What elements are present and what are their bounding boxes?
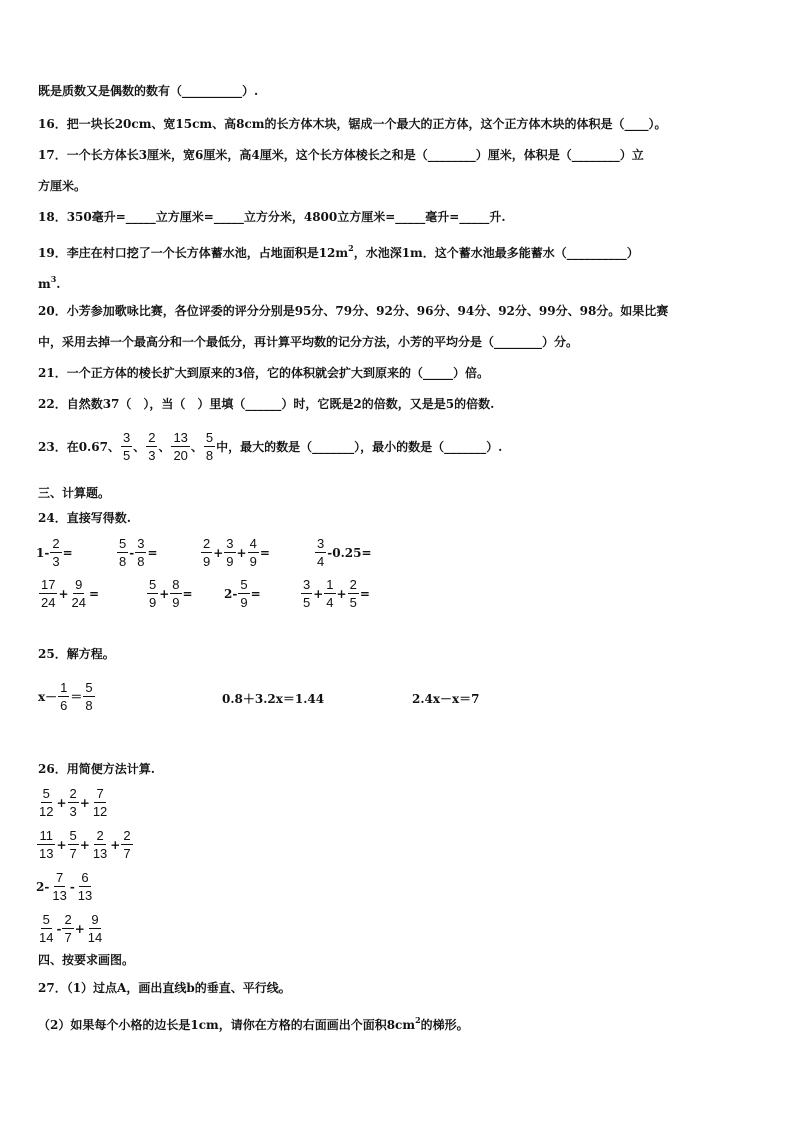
fraction: [248, 536, 259, 569]
operator: +: [159, 586, 170, 601]
operator: -: [129, 545, 135, 560]
fraction: [121, 828, 132, 861]
question-19-line-2: [38, 270, 764, 293]
q23-fraction-4: [204, 430, 215, 463]
denominator: 20: [173, 448, 188, 463]
denominator: 13: [92, 846, 108, 861]
expr-text: =: [147, 545, 158, 560]
operator: +: [110, 837, 121, 852]
operator: -: [69, 879, 75, 894]
numerator: 3: [317, 536, 325, 551]
numerator: 9: [91, 912, 99, 927]
fraction: [201, 536, 212, 569]
q23-sep: 、: [158, 440, 171, 454]
q27-line1: 27．（1）过点A，画出直线b的垂直、平行线。: [38, 981, 291, 995]
fraction: [170, 577, 181, 610]
q17-line1: 17．一个长方体长3厘米，宽6厘米，高4厘米，这个长方体棱长之和是（________）厘米，体积是（________）立: [38, 148, 644, 162]
question-19-line-1: [38, 239, 764, 262]
denominator: 9: [149, 595, 157, 610]
fraction: [37, 828, 55, 861]
denominator: 9: [172, 595, 180, 610]
numerator: 2: [148, 430, 156, 445]
q16-text: 16．把一块长20cm、宽15cm、高8cm的长方体木块，锯成一个最大的正方体，这个正方体木块的体积是（____）。: [38, 117, 667, 131]
section-4-heading: [38, 951, 764, 969]
q23-prefix: 23．在0.67、: [38, 440, 120, 454]
q24-expr-r2c1: [38, 577, 99, 610]
operator: +: [56, 837, 67, 852]
q26-expr-1: [36, 786, 110, 819]
q24-expr-r1c1: [36, 536, 73, 569]
fraction: [50, 870, 68, 903]
fraction: [238, 577, 249, 610]
fraction: [348, 577, 359, 610]
fraction: [68, 786, 79, 819]
numerator: 2: [349, 577, 357, 592]
numerator: 2: [52, 536, 60, 551]
q19-sup-2: 2: [348, 243, 354, 253]
operator: +: [213, 545, 224, 560]
numerator: 13: [173, 430, 188, 445]
q25-equation-3: [412, 690, 480, 707]
question-20-line-1: [38, 302, 764, 320]
q25-title: 25．解方程。: [38, 647, 115, 661]
section-4-text: 四、按要求画图。: [38, 953, 135, 967]
question-22: [38, 395, 764, 413]
question-27-line-1: [38, 979, 764, 997]
q20-line1: 20．小芳参加歌咏比赛，各位评委的评分分别是95分、79分、92分、96分、94分、92分、99分、98分。如果比赛: [38, 304, 669, 318]
fraction: [117, 536, 128, 569]
question-17-line-1: [38, 146, 764, 164]
numerator: 3: [122, 430, 131, 445]
fraction: [37, 786, 55, 819]
denominator: 4: [317, 554, 325, 569]
expr-text: -0.25=: [327, 545, 372, 560]
denominator: 8: [137, 554, 145, 569]
denominator: 13: [77, 888, 93, 903]
expr-text: =: [359, 586, 370, 601]
denominator: 5: [303, 595, 311, 610]
q15-tail: [38, 82, 764, 100]
operator: +: [336, 586, 347, 601]
operator: +: [79, 795, 90, 810]
numerator: 2: [96, 828, 104, 843]
denominator: 14: [87, 930, 103, 945]
fraction: [50, 536, 61, 569]
q24-expr-r2c3: [224, 577, 261, 610]
q26-expr-3: [36, 870, 95, 903]
denominator: 8: [205, 448, 214, 463]
q22-text: 22．自然数37（ ），当（ ）里填（______）时，它既是2的倍数，又是是5的倍数.: [38, 397, 495, 411]
denominator: 13: [39, 846, 54, 861]
denominator: 9: [240, 595, 248, 610]
fraction: [39, 577, 57, 610]
equation-text: 0.8＋3.2x＝1.44: [222, 692, 325, 706]
q19-line1b: ，水池深1m．这个蓄水池最多能蓄水（__________）: [353, 246, 639, 260]
numerator: 5: [205, 430, 214, 445]
operator: +: [74, 921, 85, 936]
q26-title: 26．用简便方法计算.: [38, 762, 155, 776]
numerator: 5: [149, 577, 157, 592]
question-21: [38, 364, 764, 382]
question-18: [38, 208, 764, 226]
denominator: 7: [69, 846, 77, 861]
fraction: [86, 912, 104, 945]
denominator: 3: [69, 804, 77, 819]
operator: +: [236, 545, 247, 560]
operator: -: [56, 921, 62, 936]
q23-sep: 、: [190, 440, 203, 454]
denominator: 7: [123, 846, 131, 861]
numerator: 9: [75, 577, 83, 592]
q21-text: 21．一个正方体的棱长扩大到原来的3倍，它的体积就会扩大到原来的（_____）倍。: [38, 366, 490, 380]
expr-text: 1-: [36, 545, 50, 560]
q24-expr-r1c3: [200, 536, 270, 569]
q23-suffix: 中，最大的数是（_______），最小的数是（_______）.: [216, 440, 503, 454]
q27-line2a: （2）如果每个小格的边长是1cm，请你在方格的右面画出个面积8cm: [38, 1018, 416, 1032]
fraction: [224, 536, 235, 569]
numerator: 5: [119, 536, 127, 551]
fraction: [324, 577, 335, 610]
fraction: [76, 870, 94, 903]
denominator: 5: [349, 595, 357, 610]
q18-text: 18．350毫升=_____立方厘米=_____立方分米，4800立方厘米=_____毫升=_____升.: [38, 210, 506, 224]
numerator: 4: [249, 536, 257, 551]
fraction: [62, 912, 73, 945]
q27-line2b: 的梯形。: [420, 1018, 469, 1032]
operator: +: [58, 586, 69, 601]
denominator: 5: [122, 448, 131, 463]
denominator: 12: [92, 804, 108, 819]
denominator: 13: [52, 888, 67, 903]
fraction: [91, 828, 109, 861]
q19-line2b: .: [56, 277, 61, 291]
denominator: 6: [60, 698, 68, 713]
numerator: 5: [42, 912, 50, 927]
q24-expr-r1c4: [314, 536, 372, 569]
q24-expr-r2c4: [300, 577, 370, 610]
fraction: [37, 912, 55, 945]
q17-line2: 方厘米。: [38, 179, 87, 193]
numerator: 2: [69, 786, 77, 801]
denominator: 24: [41, 595, 56, 610]
q24-expr-r1c2: [116, 536, 158, 569]
operator: +: [79, 837, 90, 852]
numerator: 17: [41, 577, 56, 592]
expr-text: =: [62, 545, 73, 560]
expr-text: x－: [38, 690, 58, 704]
q25-equation-1: [38, 680, 96, 713]
numerator: 2: [123, 828, 131, 843]
section-3-text: 三、计算题。: [38, 486, 111, 500]
operator: +: [313, 586, 324, 601]
denominator: 3: [52, 554, 60, 569]
numerator: 2: [64, 912, 72, 927]
q23-sep: 、: [133, 440, 146, 454]
denominator: 24: [71, 595, 86, 610]
expr-text: 2-: [224, 586, 238, 601]
question-23: [38, 430, 502, 463]
q23-fraction-3: [171, 430, 189, 463]
numerator: 5: [85, 680, 93, 695]
fraction: [301, 577, 312, 610]
denominator: 9: [203, 554, 211, 569]
numerator: 7: [55, 870, 64, 885]
q19-sup-3: 3: [50, 274, 57, 284]
q20-line2: 中，采用去掉一个最高分和一个最低分，再计算平均数的记分方法，小芳的平均分是（________）分。: [38, 335, 579, 349]
equation-text: 2.4x－x＝7: [412, 692, 480, 706]
fraction: [83, 680, 94, 713]
numerator: 5: [42, 786, 50, 801]
section-3-heading: [38, 484, 764, 502]
denominator: 8: [85, 698, 93, 713]
fraction: [91, 786, 109, 819]
denominator: 3: [148, 448, 156, 463]
numerator: 5: [69, 828, 77, 843]
denominator: 4: [326, 595, 334, 610]
numerator: 8: [172, 577, 180, 592]
q23-fraction-2: [146, 430, 157, 463]
expr-text: 2-: [36, 879, 50, 894]
fraction: [68, 828, 79, 861]
denominator: 7: [64, 930, 72, 945]
denominator: 12: [39, 804, 54, 819]
q26-expr-4: [36, 912, 105, 945]
fraction: [58, 680, 69, 713]
numerator: 5: [240, 577, 248, 592]
numerator: 11: [39, 828, 53, 843]
q23-fraction-1: [121, 430, 132, 463]
q24-expr-r2c2: [146, 577, 193, 610]
q24-title: 24．直接写得数.: [38, 511, 131, 525]
q19-line1a: 19．李庄在村口挖了一个长方体蓄水池，占地面积是12m: [38, 246, 349, 260]
q27-sup-2: 2: [415, 1015, 421, 1025]
numerator: 6: [81, 870, 89, 885]
numerator: 2: [203, 536, 211, 551]
operator: +: [56, 795, 67, 810]
fraction: [315, 536, 326, 569]
question-16: [38, 115, 764, 133]
fraction: [135, 536, 146, 569]
denominator: 9: [249, 554, 257, 569]
question-27-line-2: [38, 1011, 764, 1034]
q15-tail-text: 既是质数又是偶数的数有（__________）.: [38, 84, 259, 98]
question-25-title: [38, 645, 764, 663]
numerator: 1: [60, 680, 68, 695]
expr-text: =: [250, 586, 261, 601]
q19-line2a: m: [38, 277, 51, 291]
numerator: 3: [303, 577, 311, 592]
numerator: 3: [137, 536, 145, 551]
denominator: 9: [226, 554, 234, 569]
question-24-title: [38, 509, 764, 527]
expr-text: =: [89, 586, 100, 601]
expr-text: =: [259, 545, 270, 560]
denominator: 8: [119, 554, 127, 569]
fraction: [70, 577, 88, 610]
question-17-line-2: [38, 177, 764, 195]
question-20-line-2: [38, 333, 764, 351]
q25-equation-2: [222, 690, 324, 707]
operator: ＝: [70, 690, 83, 704]
fraction: [147, 577, 158, 610]
question-26-title: [38, 760, 764, 778]
expr-text: =: [182, 586, 193, 601]
numerator: 1: [326, 577, 334, 592]
denominator: 14: [39, 930, 54, 945]
numerator: 3: [226, 536, 234, 551]
q26-expr-2: [36, 828, 134, 861]
numerator: 7: [96, 786, 104, 801]
